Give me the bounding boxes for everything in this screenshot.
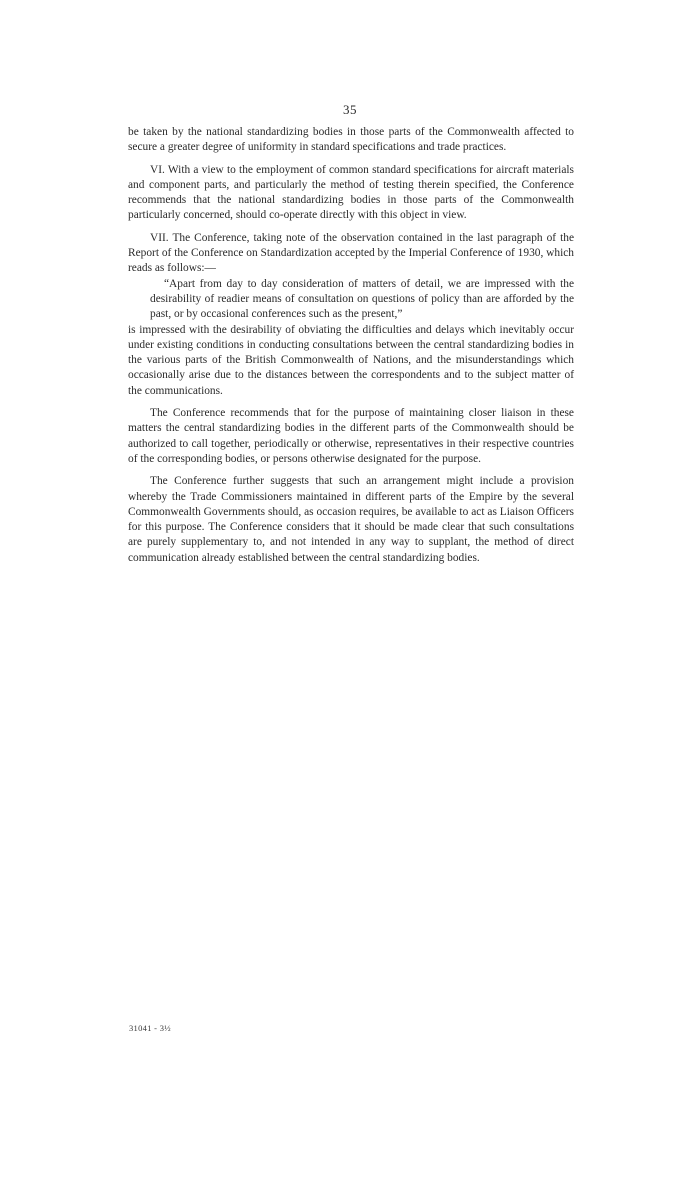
paragraph-vii: VII. The Conference, taking note of the observation contained in the last paragraph of the Report of the Conference on Standardization accepted by the Imperial Conference of 1930, which reads as follows:— <box>128 231 574 275</box>
block-quote: “Apart from day to day consideration of matters of detail, we are impressed with the desirability of readier means of consultation on questions of policy than are afforded by the past, or by occasional conferences such as the present,” <box>150 277 574 321</box>
page-number: 35 <box>343 102 357 117</box>
paragraph-vii-continued: is impressed with the desirability of obviating the difficulties and delays which inevitably occur under existing conditions in conducting consultations between the central standardizing bodies in the various parts of the British Commonwealth of Nations, and the misunderstandings which occasionally arise due to the distances between the correspondents and to the subject matter of the communications. <box>128 323 574 397</box>
body-text <box>128 125 574 573</box>
paragraph-vi: VI. With a view to the employment of common standard specifications for aircraft materials and component parts, and particularly the method of testing therein specified, the Conference recommends that the national standardizing bodies in those parts of the Commonwealth particularly concerned, should co-operate directly with this object in view. <box>128 163 574 222</box>
paragraph-liaison: The Conference recommends that for the purpose of maintaining closer liaison in these matters the central standardizing bodies in the different parts of the Commonwealth should be authorized to call together, periodically or otherwise, representatives in their respective countries of the corresponding bodies, or persons otherwise designated for the purpose. <box>128 407 574 465</box>
footer-print-code: 31041 - 3½ <box>129 1023 171 1033</box>
paragraph-continued: be taken by the national standardizing bodies in those parts of the Commonwealth affected to secure a greater degree of uniformity in standard specifications and trade practices. <box>128 126 574 154</box>
paragraph-trade-commissioners: The Conference further suggests that such an arrangement might include a provision whereby the Trade Commissioners maintained in different parts of the Empire by the several Commonwealth Governments should, as occasion requires, be available to act as Liaison Officers for this purpose. The Conference considers that it should be made clear that such consultations are purely supplementary to, and not intended in any way to supplant, the method of direct communication already established between the central standardizing bodies. <box>128 475 574 564</box>
